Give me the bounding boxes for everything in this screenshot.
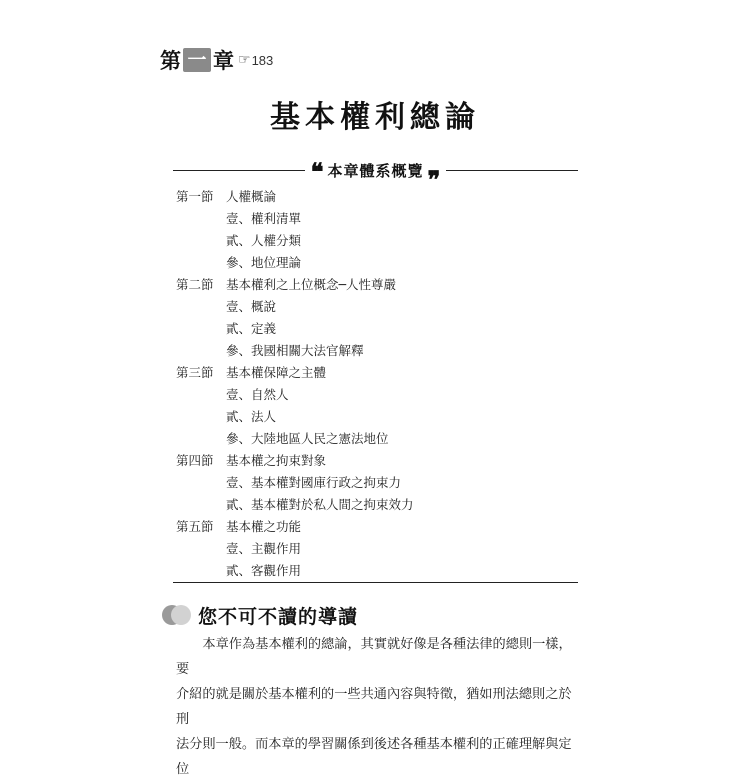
toc-subitem: 參、我國相關大法官解釋 — [226, 343, 364, 358]
toc-section-label: 第五節 — [176, 519, 214, 534]
toc-section — [176, 362, 576, 384]
chapter-header — [160, 46, 273, 74]
toc-subitem: 參、地位理論 — [226, 255, 302, 270]
toc-section-title: 人權概論 — [226, 189, 277, 204]
toc-subitem: 壹、主觀作用 — [226, 541, 302, 556]
page-title: 基本權利總論 — [270, 100, 480, 135]
toc-subitem: 壹、概說 — [226, 299, 277, 314]
toc-section — [176, 274, 576, 296]
toc-bottom-rule — [173, 582, 578, 583]
must-read-heading: 您不可不讀的導讀 — [198, 605, 359, 628]
toc-section-label: 第一節 — [176, 189, 214, 204]
toc-section-label: 第二節 — [176, 277, 214, 292]
toc-subitem: 貳、定義 — [226, 321, 277, 336]
toc-subitem: 貳、客觀作用 — [226, 563, 302, 578]
close-quote-icon: ❞ — [427, 165, 441, 194]
overview-heading: 本章體系概覽 — [327, 161, 424, 180]
toc-subitem: 參、大陸地區人民之憲法地位 — [226, 431, 389, 446]
body-line: 本章作為基本權利的總論，其實就好像是各種法律的總則一樣，要 — [176, 637, 572, 677]
table-of-contents — [176, 186, 576, 582]
toc-section-title: 基本權之功能 — [226, 519, 302, 534]
double-circle-icon — [162, 603, 192, 627]
toc-subitem: 貳、人權分類 — [226, 233, 302, 248]
page-number: 183 — [251, 52, 274, 68]
chapter-suffix: 章 — [213, 48, 234, 73]
toc-section-label: 第三節 — [176, 365, 214, 380]
toc-section-title: 基本權之拘束對象 — [226, 453, 327, 468]
toc-section — [176, 516, 576, 538]
toc-section-label: 第四節 — [176, 453, 214, 468]
toc-subitem: 貳、基本權對於私人間之拘束效力 — [226, 497, 414, 512]
body-line: 法分則一般。而本章的學習關係到後述各種基本權利的正確理解與定位 — [176, 737, 572, 777]
toc-section-title: 基本權利之上位概念─人性尊嚴 — [226, 277, 397, 292]
open-quote-icon: ❝ — [310, 157, 324, 186]
toc-section-title: 基本權保障之主體 — [226, 365, 327, 380]
pointing-hand-icon: ☞ — [238, 52, 251, 68]
toc-subitem: 壹、自然人 — [226, 387, 289, 402]
toc-section — [176, 186, 576, 208]
toc-subitem: 壹、權利清單 — [226, 211, 302, 226]
toc-section — [176, 450, 576, 472]
body-line: 介紹的就是關於基本權利的一些共通內容與特徵，猶如刑法總則之於刑 — [176, 687, 572, 727]
banner-rule-left — [173, 170, 305, 171]
chapter-number: 一 — [183, 48, 211, 72]
toc-subitem: 貳、法人 — [226, 409, 277, 424]
banner-rule-right — [446, 170, 578, 171]
overview-banner — [173, 157, 578, 194]
must-read-body — [176, 632, 578, 782]
toc-subitem: 壹、基本權對國庫行政之拘束力 — [226, 475, 402, 490]
must-read-header — [162, 600, 358, 630]
chapter-prefix: 第 — [160, 48, 181, 73]
